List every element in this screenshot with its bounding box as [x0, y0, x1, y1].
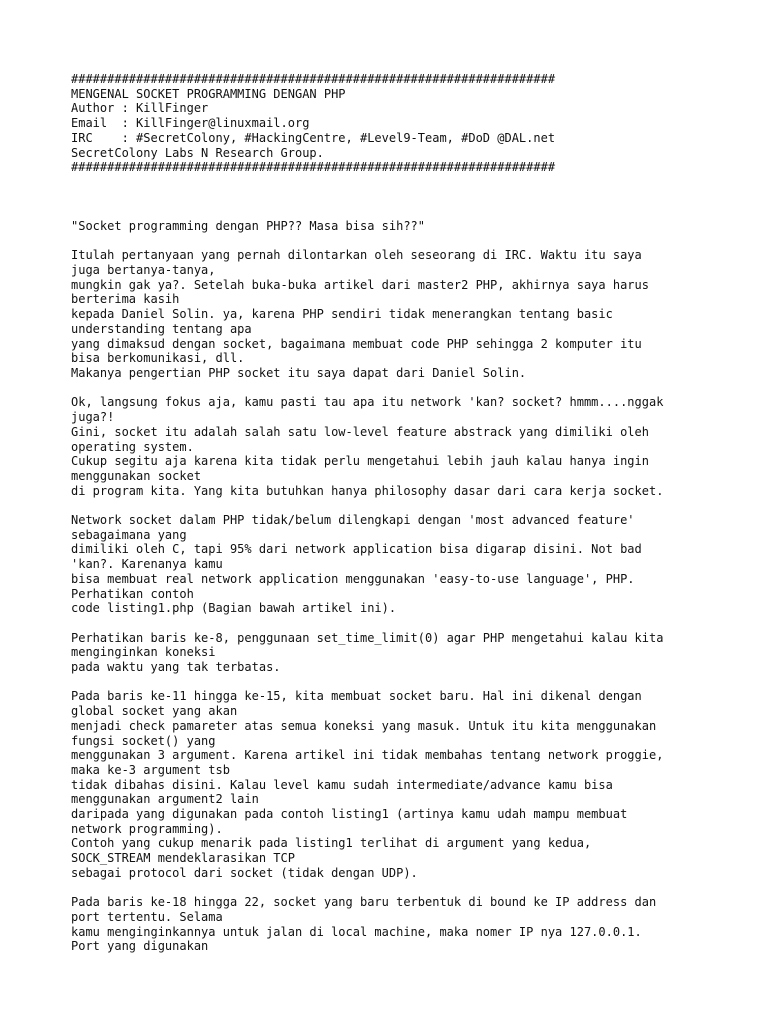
- paragraph-line: juga?!: [71, 410, 115, 425]
- paragraph-line: Perhatikan contoh: [71, 586, 194, 601]
- paragraph-6: [71, 895, 711, 954]
- paragraph-line: berterima kasih: [71, 292, 180, 307]
- paragraph-4: [71, 631, 711, 675]
- paragraph-line: Port yang digunakan: [71, 939, 209, 954]
- email-line: Email : KillFinger@linuxmail.org: [71, 116, 310, 131]
- paragraph-line: Perhatikan baris ke-8, penggunaan set_time_limit(0) agar PHP mengetahui kalau kita: [71, 630, 664, 645]
- paragraph-line: global socket yang akan: [71, 704, 238, 719]
- paragraph-line: fungsi socket() yang: [71, 733, 216, 748]
- paragraph-line: Ok, langsung fokus aja, kamu pasti tau apa itu network 'kan? socket? hmmm....nggak: [71, 395, 664, 410]
- paragraph-line: mungkin gak ya?. Setelah buka-buka artikel dari master2 PHP, akhirnya saya harus: [71, 277, 649, 292]
- paragraph-5: [71, 689, 711, 880]
- header-rule-bottom: ###################################################################: [71, 160, 556, 175]
- paragraph-line: Network socket dalam PHP tidak/belum dilengkapi dengan 'most advanced feature': [71, 513, 635, 527]
- document-page: [71, 72, 711, 954]
- paragraph-line: menggunakan socket: [71, 468, 202, 483]
- paragraph-line: daripada yang digunakan pada contoh listing1 (artinya kamu udah mampu membuat: [71, 807, 628, 822]
- paragraph-line: code listing1.php (Bagian bawah artikel ini).: [71, 601, 397, 616]
- paragraph-2: [71, 395, 711, 498]
- paragraph-line: di program kita. Yang kita butuhkan hanya philosophy dasar dari cara kerja socket.: [71, 483, 664, 498]
- paragraph-line: Pada baris ke-11 hingga ke-15, kita membuat socket baru. Hal ini dikenal dengan: [71, 689, 642, 704]
- paragraph-line: Makanya pengertian PHP socket itu saya dapat dari Daniel Solin.: [71, 366, 527, 380]
- paragraph-line: pada waktu yang tak terbatas.: [71, 660, 281, 675]
- paragraph-line: tidak dibahas disini. Kalau level kamu sudah intermediate/advance kamu bisa: [71, 777, 613, 792]
- paragraph-line: juga bertanya-tanya,: [71, 263, 216, 278]
- header-rule-top: ###################################################################: [71, 72, 556, 86]
- paragraph-line: dimiliki oleh C, tapi 95% dari network application bisa digarap disini. Not bad: [71, 542, 642, 557]
- paragraph-line: bisa berkomunikasi, dll.: [71, 351, 245, 366]
- opening-quote: "Socket programming dengan PHP?? Masa bisa sih??": [71, 218, 426, 233]
- paragraph-line: bisa membuat real network application menggunakan 'easy-to-use language', PHP.: [71, 571, 635, 586]
- paragraph-line: sebagai protocol dari socket (tidak dengan UDP).: [71, 865, 418, 880]
- paragraph-3: [71, 513, 711, 616]
- author-line: Author : KillFinger: [71, 101, 209, 116]
- paragraph-line: maka ke-3 argument tsb: [71, 762, 230, 777]
- paragraph-line: network programming).: [71, 821, 223, 836]
- document-header: [71, 72, 711, 175]
- paragraph-line: sebagaimana yang: [71, 527, 187, 542]
- paragraph-line: operating system.: [71, 439, 194, 454]
- paragraph-line: menggunakan argument2 lain: [71, 792, 259, 807]
- paragraph-line: Pada baris ke-18 hingga 22, socket yang baru terbentuk di bound ke IP address dan: [71, 895, 657, 910]
- paragraph-line: kepada Daniel Solin. ya, karena PHP sendiri tidak menerangkan tentang basic: [71, 307, 613, 322]
- paragraph-line: understanding tentang apa: [71, 321, 252, 336]
- paragraph-line: Itulah pertanyaan yang pernah dilontarkan oleh seseorang di IRC. Waktu itu saya: [71, 248, 642, 263]
- paragraph-line: 'kan?. Karenanya kamu: [71, 557, 223, 572]
- document-title: MENGENAL SOCKET PROGRAMMING DENGAN PHP: [71, 86, 346, 101]
- paragraph-line: Cukup segitu aja karena kita tidak perlu mengetahui lebih jauh kalau hanya ingin: [71, 454, 649, 469]
- group-line: SecretColony Labs N Research Group.: [71, 145, 324, 160]
- paragraph-1: [71, 248, 711, 380]
- paragraph-line: Contoh yang cukup menarik pada listing1 terlihat di argument yang kedua,: [71, 836, 592, 851]
- paragraph-line: menggunakan 3 argument. Karena artikel ini tidak membahas tentang network proggie,: [71, 748, 664, 763]
- paragraph-line: menginginkan koneksi: [71, 645, 216, 660]
- irc-line: IRC : #SecretColony, #HackingCentre, #Level9-Team, #DoD @DAL.net: [71, 130, 556, 145]
- paragraph-line: Gini, socket itu adalah salah satu low-level feature abstrack yang dimiliki oleh: [71, 424, 649, 439]
- paragraph-line: menjadi check pamareter atas semua koneksi yang masuk. Untuk itu kita menggunakan: [71, 718, 657, 733]
- paragraph-line: SOCK_STREAM mendeklarasikan TCP: [71, 851, 295, 866]
- paragraph-line: yang dimaksud dengan socket, bagaimana membuat code PHP sehingga 2 komputer itu: [71, 336, 642, 351]
- paragraph-line: port tertentu. Selama: [71, 909, 223, 924]
- paragraph-line: kamu menginginkannya untuk jalan di local machine, maka nomer IP nya 127.0.0.1.: [71, 924, 642, 939]
